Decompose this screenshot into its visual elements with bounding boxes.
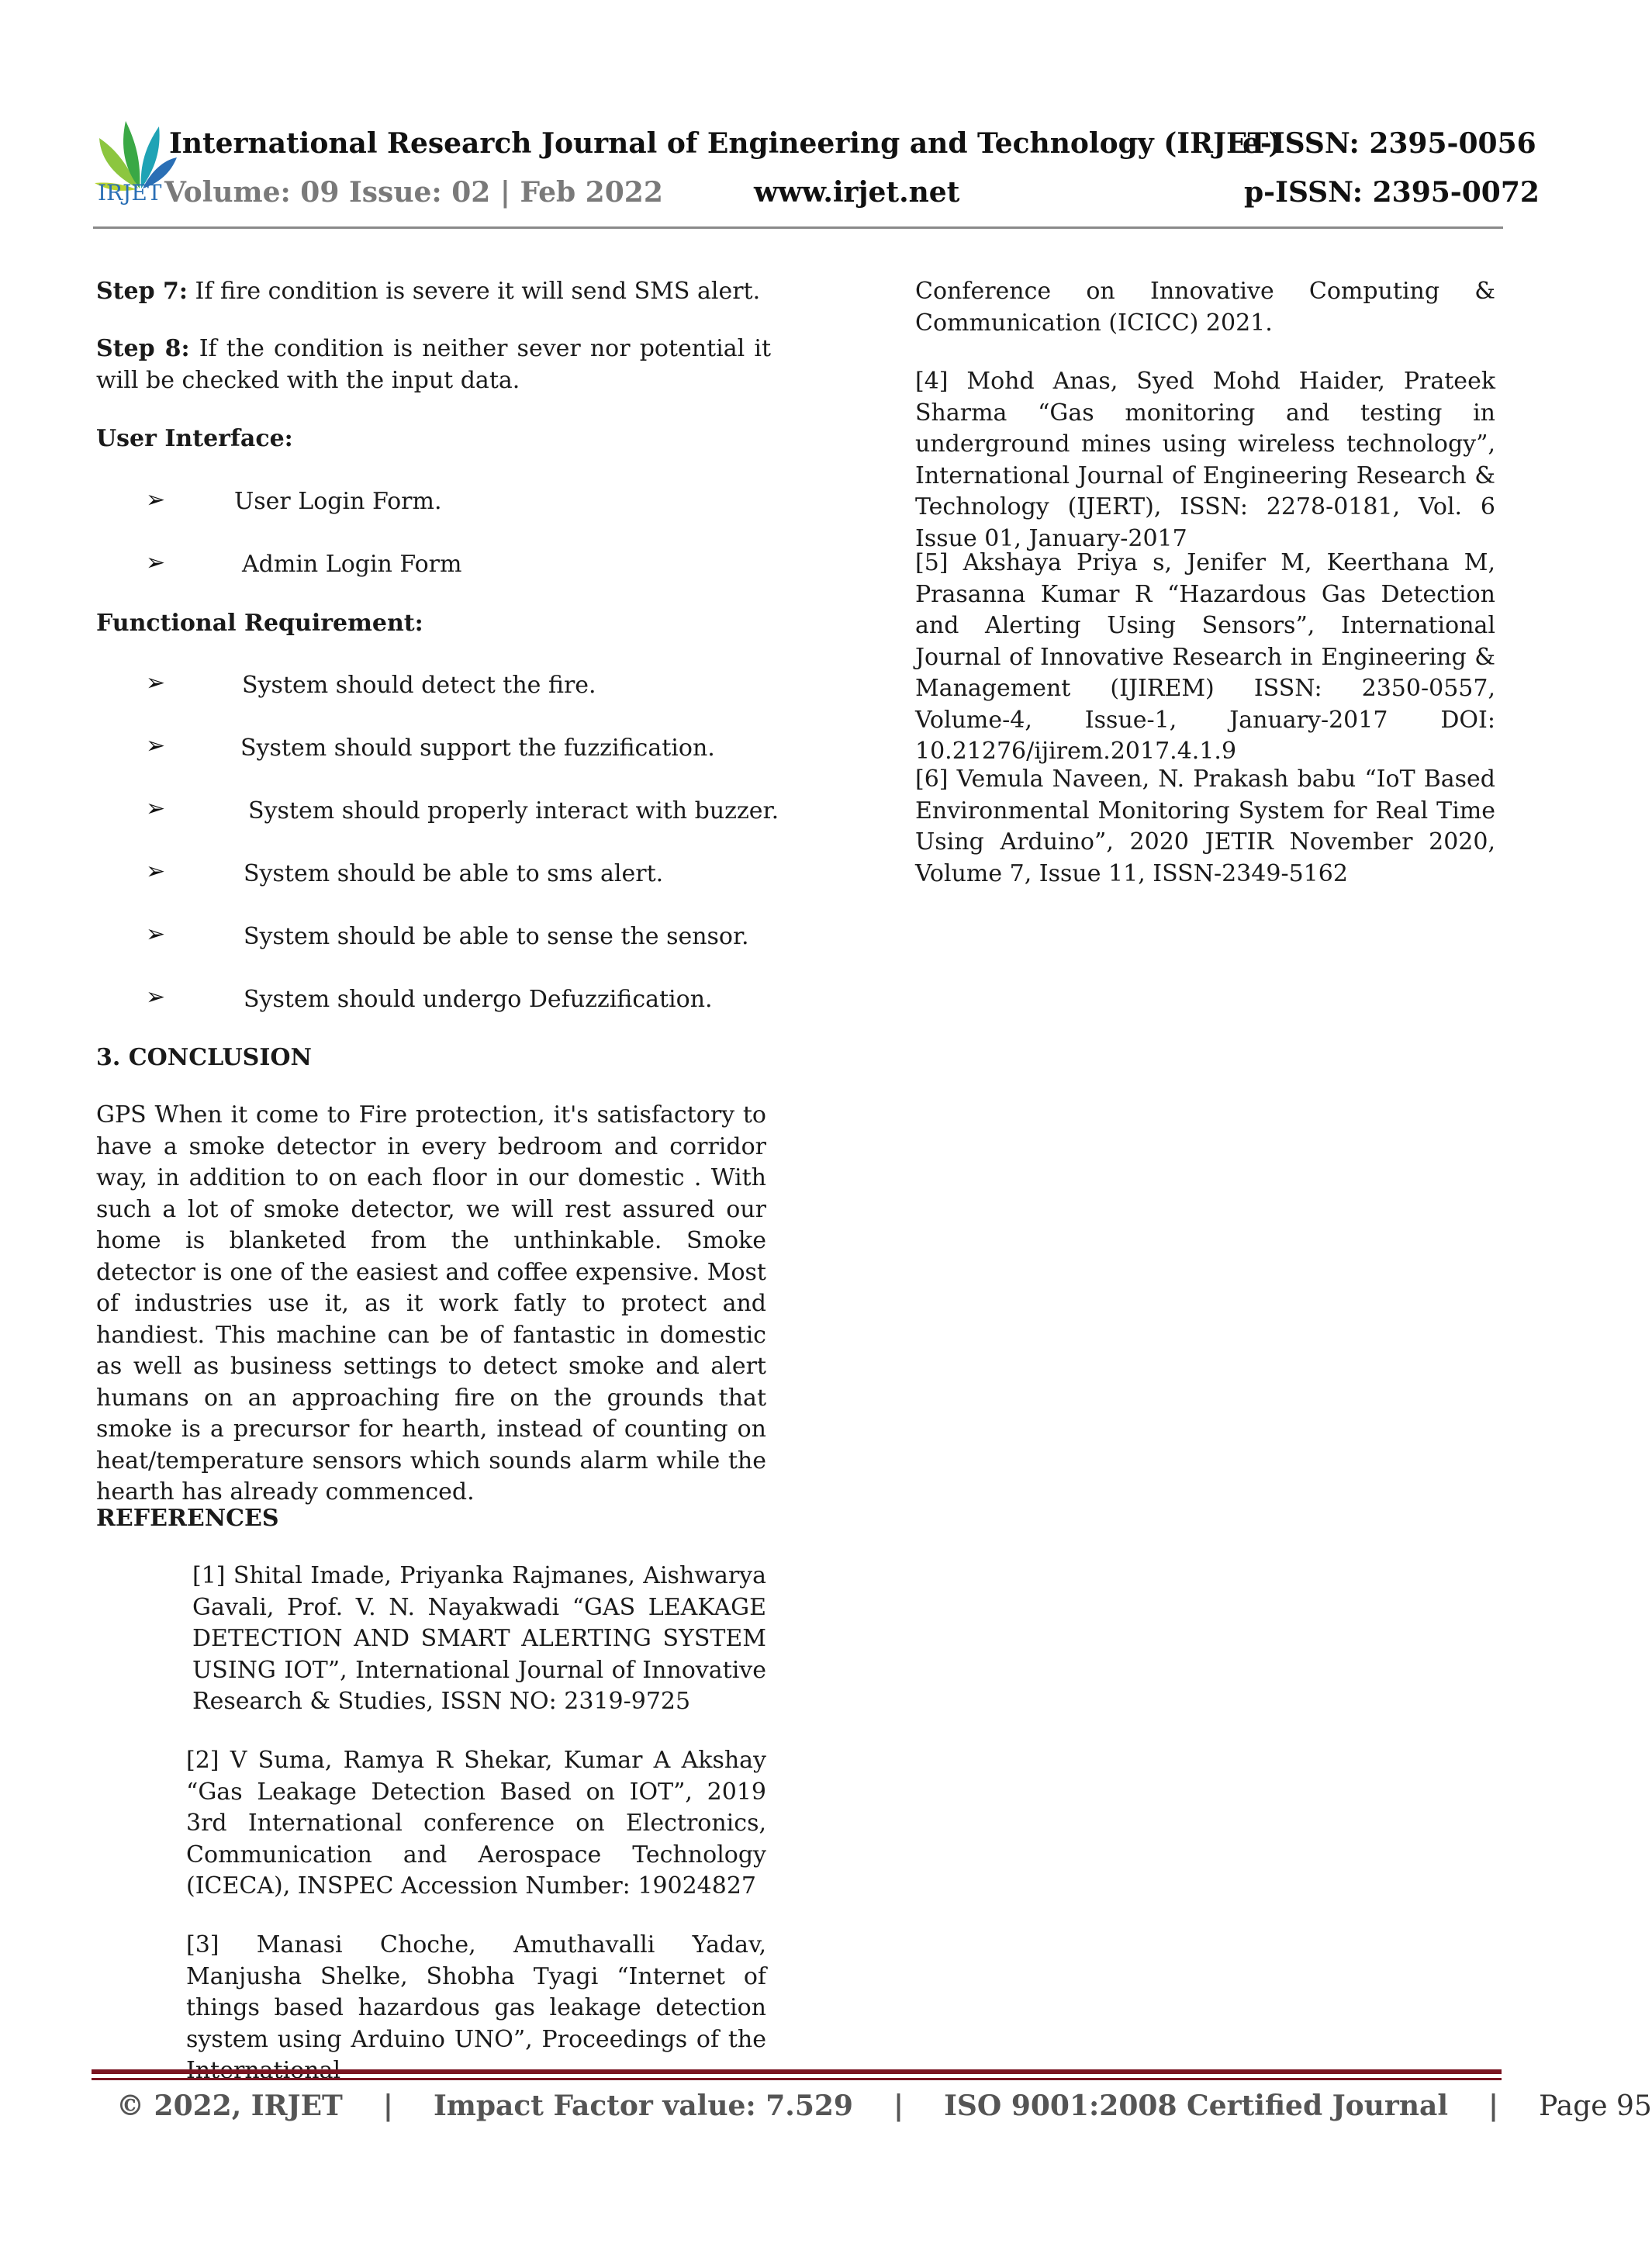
func-item: System should detect the fire. [242,672,596,699]
ui-item-admin-login: Admin Login Form [242,551,462,578]
bullet-arrow-icon: ➢ [146,858,166,885]
journal-website[interactable]: www.irjet.net [754,176,960,209]
footer-impact-factor: Impact Factor value: 7.529 [433,2090,853,2122]
e-issn: e-ISSN: 2395-0056 [1242,127,1536,160]
reference-2: [2] V Suma, Ramya R Shekar, Kumar A Akshay “Gas Leakage Detection Based on IOT”, 2019 3rd International conference on Electronics, Communication and Aerospace Technology (ICECA), INSPEC Accession Number: 19024827 [186,1747,766,1900]
func-item: System should undergo Defuzzification. [244,986,713,1013]
conclusion-text: GPS When it come to Fire protection, it's satisfactory to have a smoke detector in every bedroom and corridor way, in addition to on each floor in our domestic . With such a lot of smoke detector, we will rest assured our home is blanketed from the unthinkable. Smoke detector is one of the easiest and coffee expensive. Most of industries use it, as it work fatly to protect and handiest. This machine can be of fantastic in domestic as well as business settings to detect smoke and alert humans on an approaching fire on the grounds that smoke is a precursor for hearth, instead of counting on heat/temperature sensors which sounds alarm while the hearth has already commenced. [96,1101,766,1505]
bullet-arrow-icon: ➢ [146,795,166,822]
step-8-label: Step 8: [96,335,190,362]
footer-divider-thick [92,2069,1502,2074]
reference-4: [4] Mohd Anas, Syed Mohd Haider, Prateek Sharma “Gas monitoring and testing in underground mines using wireless technology”, International Journal of Engineering Research & Technology (IJERT), ISSN: 2278-0181, Vol. 6 Issue 01, January-2017 [915,368,1495,552]
step-7-label: Step 7: [96,278,188,305]
journal-title: International Research Journal of Engineering and Technology (IRJET) [169,127,1282,160]
references-heading: REFERENCES [96,1505,279,1532]
step-7 [96,276,771,308]
footer-page-number: Page 95 [1539,2090,1652,2122]
func-item: System should be able to sense the sensor. [244,923,749,950]
bullet-arrow-icon: ➢ [146,669,166,697]
step-8-text: If the condition is neither sever nor potential it will be checked with the input data. [96,335,772,394]
p-issn: p-ISSN: 2395-0072 [1244,176,1540,209]
footer-copyright: © 2022, IRJET [116,2090,343,2122]
header-divider [93,226,1503,229]
func-item: System should properly interact with buzzer. [248,797,779,824]
reference-5: [5] Akshaya Priya s, Jenifer M, Keerthana M, Prasanna Kumar R “Hazardous Gas Detection and Alerting Using Sensors”, International Journal of Innovative Research in Engineering & Management (IJIREM) ISSN: 2350-0557, Volume-4, Issue-1, January-2017 DOI: 10.21276/ijirem.2017.4.1.9 [915,549,1495,765]
ui-item-user-login: User Login Form. [234,488,442,515]
bullet-arrow-icon: ➢ [146,921,166,948]
conclusion-heading: 3. CONCLUSION [96,1044,312,1071]
page-footer [116,2090,1652,2122]
reference-3-continued: Conference on Innovative Computing & Communication (ICICC) 2021. [915,278,1495,337]
footer-divider-thin [92,2078,1502,2080]
bullet-arrow-icon: ➢ [146,549,166,576]
bullet-arrow-icon: ➢ [146,486,166,513]
footer-separator: | [382,2090,393,2122]
reference-3: [3] Manasi Choche, Amuthavalli Yadav, Manjusha Shelke, Shobha Tyagi “Internet of things based hazardous gas leakage detection system using Arduino UNO”, Proceedings of the International [186,1931,766,2084]
func-item: System should support the fuzzification. [240,735,715,762]
logo-text: IRJET [98,180,162,206]
footer-separator: | [1488,2090,1499,2122]
footer-separator: | [893,2090,904,2122]
volume-issue: Volume: 09 Issue: 02 | Feb 2022 [164,176,663,209]
func-item: System should be able to sms alert. [244,860,664,887]
reference-6: [6] Vemula Naveen, N. Prakash babu “IoT Based Environmental Monitoring System for Real Time Using Arduino”, 2020 JETIR November 2020, Volume 7, Issue 11, ISSN-2349-5162 [915,766,1495,887]
footer-iso: ISO 9001:2008 Certified Journal [944,2090,1449,2122]
bullet-arrow-icon: ➢ [146,983,166,1011]
user-interface-heading: User Interface: [96,425,293,452]
bullet-arrow-icon: ➢ [146,732,166,759]
step-8 [96,334,771,396]
functional-requirement-heading: Functional Requirement: [96,610,423,637]
reference-1: [1] Shital Imade, Priyanka Rajmanes, Aishwarya Gavali, Prof. V. N. Nayakwadi “GAS LEAKAGE DETECTION AND SMART ALERTING SYSTEM USING IOT”, International Journal of Innovative Research & Studies, ISSN NO: 2319-9725 [192,1562,766,1715]
step-7-text: If fire condition is severe it will send SMS alert. [187,278,761,305]
